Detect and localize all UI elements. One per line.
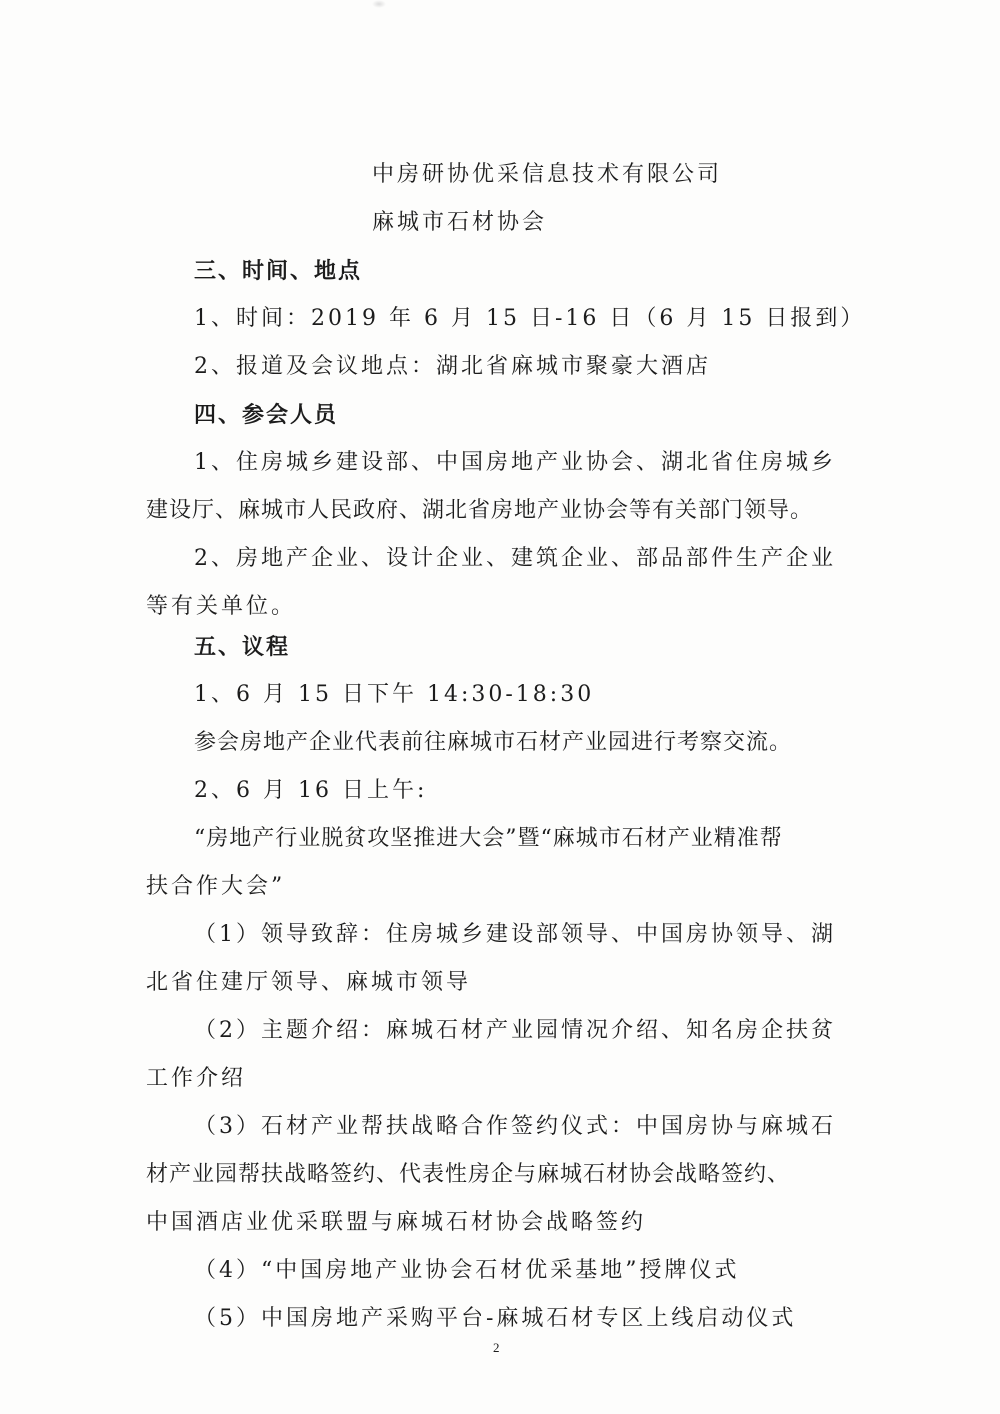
attendees-line-1: 1、住房城乡建设部、中国房地产业协会、湖北省住房城乡 <box>194 450 836 475</box>
page-number: 2 <box>493 1340 500 1355</box>
agenda-line-5: 扶合作大会” <box>146 874 286 899</box>
agenda-line-6: （1）领导致辞：住房城乡建设部领导、中国房协领导、湖 <box>194 922 836 947</box>
attendees-line-2: 建设厅、麻城市人民政府、湖北省房地产业协会等有关部门领导。 <box>146 498 814 523</box>
organizer-1: 中房研协优采信息技术有限公司 <box>372 162 723 187</box>
agenda-line-3: 2、6 月 16 日上午: <box>194 778 428 803</box>
agenda-line-7: 北省住建厅领导、麻城市领导 <box>146 970 472 995</box>
agenda-line-14: （5）中国房地产采购平台-麻城石材专区上线启动仪式 <box>194 1306 797 1331</box>
agenda-line-1: 1、6 月 15 日下午 14:30-18:30 <box>194 682 595 707</box>
venue-line: 2、报道及会议地点：湖北省麻城市聚豪大酒店 <box>194 354 711 379</box>
section-heading-agenda: 五、议程 <box>194 634 291 660</box>
agenda-line-13: （4）“中国房地产业协会石材优采基地”授牌仪式 <box>194 1258 740 1283</box>
agenda-line-11: 材产业园帮扶战略签约、代表性房企与麻城石材协会战略签约、 <box>146 1162 791 1187</box>
scan-speck <box>372 0 386 8</box>
agenda-line-4: “房地产行业脱贫攻坚推进大会”暨“麻城市石材产业精准帮 <box>194 826 783 851</box>
agenda-line-8: （2）主题介绍：麻城石材产业园情况介绍、知名房企扶贫 <box>194 1018 836 1043</box>
agenda-line-9: 工作介绍 <box>146 1066 247 1091</box>
agenda-line-10: （3）石材产业帮扶战略合作签约仪式：中国房协与麻城石 <box>194 1114 836 1139</box>
agenda-line-12: 中国酒店业优采联盟与麻城石材协会战略签约 <box>146 1210 647 1235</box>
section-heading-attendees: 四、参会人员 <box>194 402 339 428</box>
section-heading-time-place: 三、时间、地点 <box>194 258 363 284</box>
organizer-2: 麻城市石材协会 <box>372 210 548 235</box>
attendees-line-4: 等有关单位。 <box>146 594 297 619</box>
time-line: 1、时间：2019 年 6 月 15 日-16 日（6 月 15 日报到） <box>194 306 866 331</box>
attendees-line-3: 2、房地产企业、设计企业、建筑企业、部品部件生产企业 <box>194 546 836 571</box>
agenda-line-2: 参会房地产企业代表前往麻城市石材产业园进行考察交流。 <box>194 730 793 755</box>
